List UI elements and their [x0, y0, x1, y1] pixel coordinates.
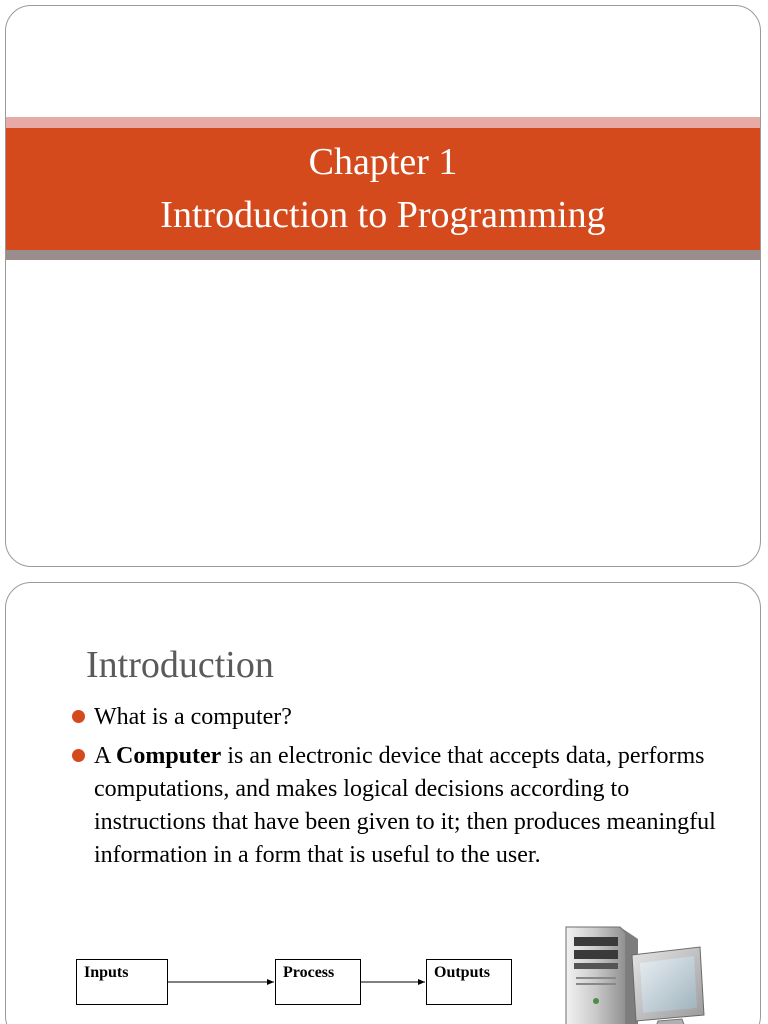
bullet-list [70, 701, 730, 878]
title-slide [5, 5, 761, 567]
bullet-text-rest: is an electronic device that accepts data, performs computations, and makes logical decisions according to instructions that have been given to it; then produces meaningful information in a form that is useful to the user. [94, 743, 716, 868]
title-band-bottom-stripe [6, 250, 760, 260]
bullet-text: What is a computer? [94, 704, 292, 730]
bullet-text-bold-term: Computer [116, 743, 222, 769]
process-box [275, 959, 361, 1005]
bullet-text-prefix: A [94, 743, 117, 769]
process-label: Process [283, 964, 335, 981]
title-band-top-stripe [6, 117, 760, 128]
introduction-slide [5, 582, 761, 1024]
outputs-label: Outputs [434, 964, 491, 981]
chapter-title: Chapter 1 [308, 141, 458, 183]
inputs-box [76, 959, 168, 1005]
chapter-subtitle: Introduction to Programming [160, 194, 606, 236]
slide-heading: Introduction [86, 644, 274, 686]
desktop-computer-icon [546, 925, 706, 1024]
bullet-dot-icon [72, 710, 85, 723]
title-band [6, 128, 760, 250]
inputs-label: Inputs [84, 964, 129, 981]
bullet-item [70, 701, 730, 734]
bullet-dot-icon [72, 749, 85, 762]
bullet-item [70, 740, 730, 872]
outputs-box [426, 959, 512, 1005]
